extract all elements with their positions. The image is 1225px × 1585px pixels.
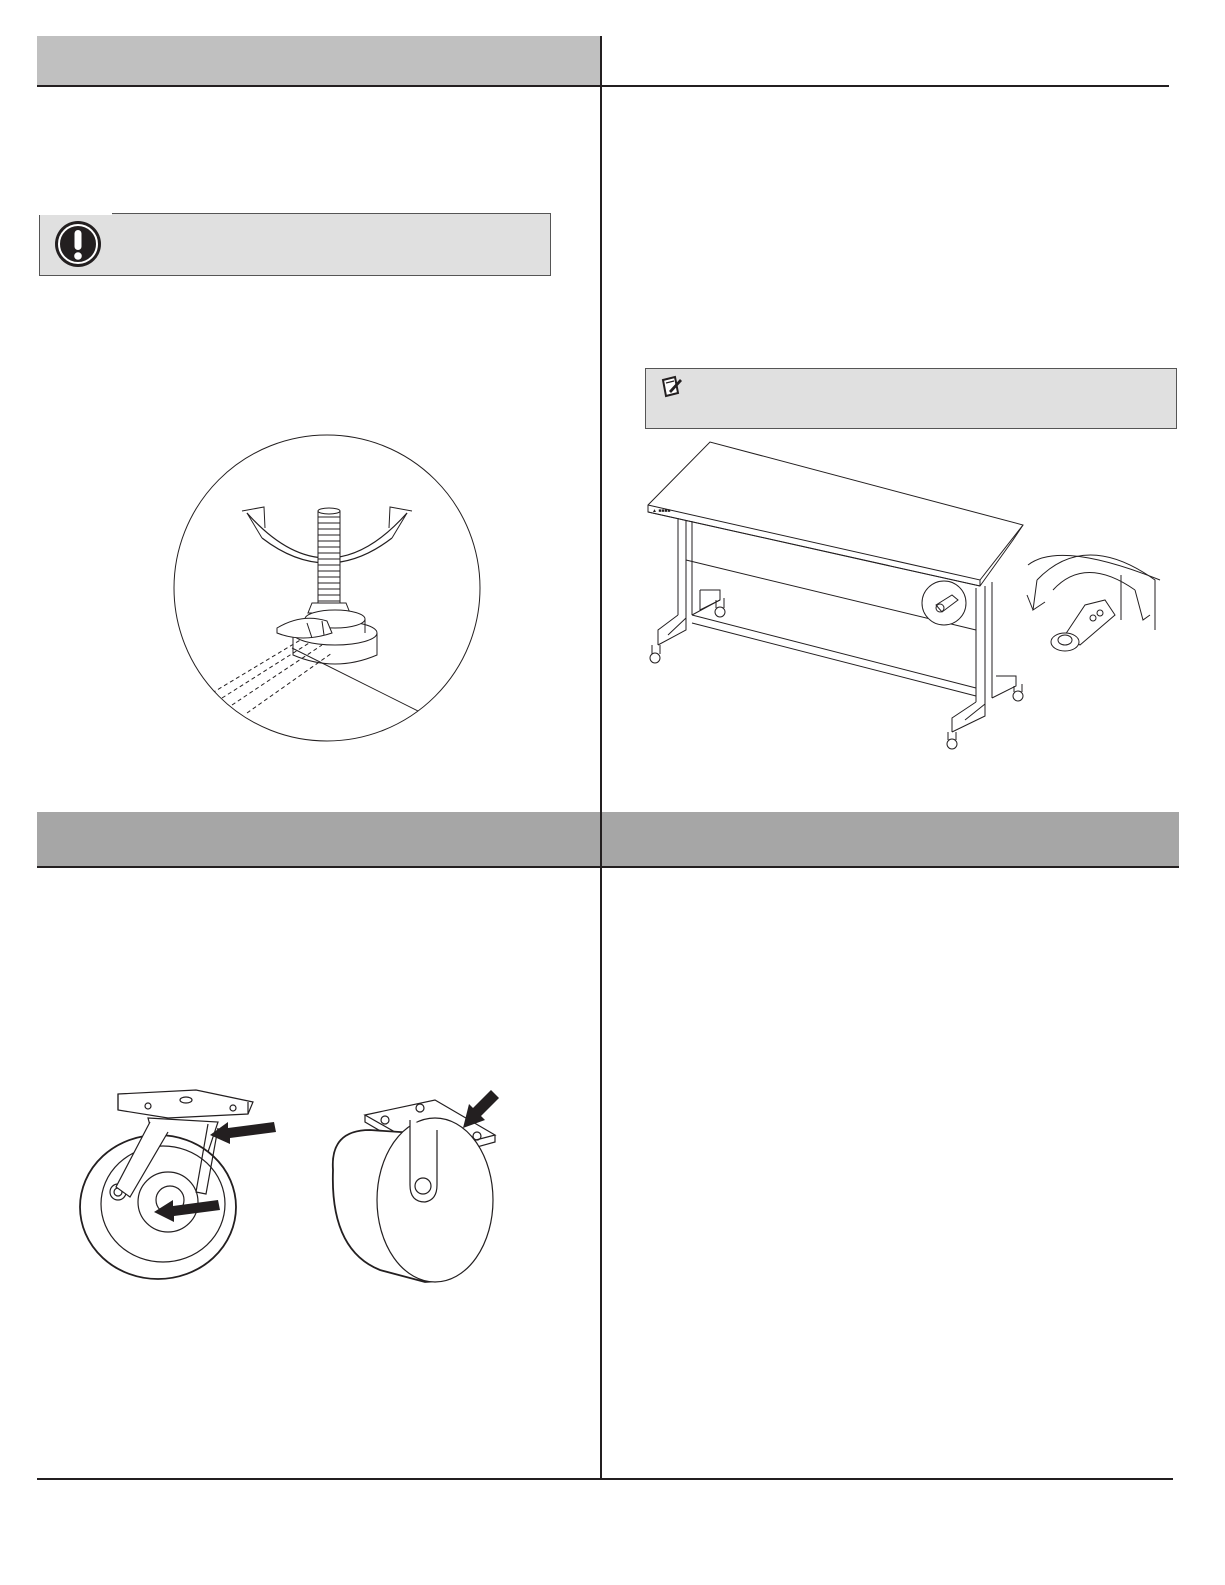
header-rule-bottom-right [602,866,1179,868]
workbench-illustration [640,440,1030,770]
header-rule-top-right [602,85,1169,87]
exclamation-icon [53,219,103,269]
header-bar-bottom-right [602,812,1179,866]
rigid-caster-illustration [325,1090,505,1285]
swivel-caster-illustration [78,1082,288,1282]
leveler-foot-illustration [172,433,482,743]
svg-text:▲ ■■■■: ▲ ■■■■ [652,508,671,514]
footer-rule [37,1478,1173,1480]
warning-notice [39,213,551,276]
header-bar-bottom-left [37,812,600,866]
header-bar-top-left [37,36,600,85]
header-rule-top-left [37,85,600,87]
center-divider [600,36,602,1480]
note-notice [645,368,1177,429]
note-pencil-icon [660,375,684,401]
workbench-foot-detail [1025,540,1175,660]
warning-notice-tab-cutout [38,211,112,215]
header-rule-bottom-left [37,866,600,868]
